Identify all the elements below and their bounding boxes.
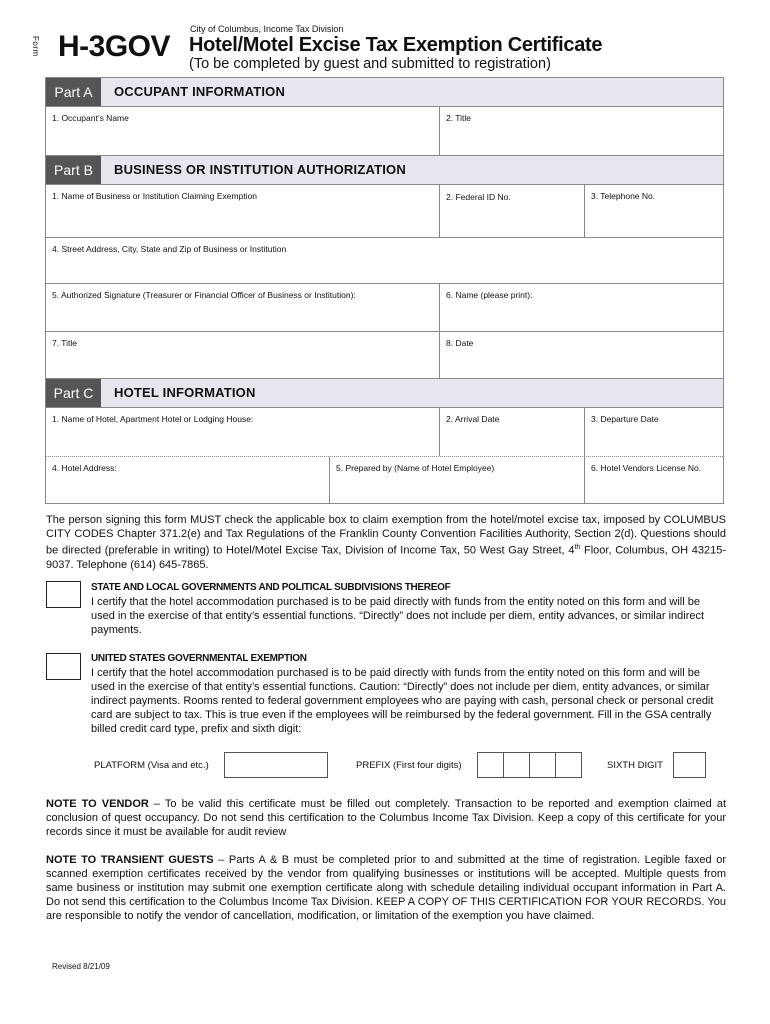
intro-text-end: Floor, Columbus, OH 43215-9037. Telephone (614) 645-7865. [46,544,726,571]
printed-name-label: 6. Name (please print): [446,290,533,300]
note-guests-label: NOTE TO TRANSIENT GUESTS [46,854,214,866]
platform-input[interactable] [224,752,328,778]
part-a-fields [45,107,724,156]
us-gov-option [91,651,725,736]
state-local-heading: STATE AND LOCAL GOVERNMENTS AND POLITICAL SUBDIVISIONS THEREOF [91,582,451,593]
us-gov-heading: UNITED STATES GOVERNMENTAL EXEMPTION [91,653,307,664]
occupant-title-label: 2. Title [446,113,472,123]
part-b-header [45,155,724,185]
part-b-title: BUSINESS OR INSTITUTION AUTHORIZATION [114,162,406,177]
prepared-by-label: 5. Prepared by (Name of Hotel Employee) [336,463,495,473]
note-guests-text: – Parts A & B must be completed prior to and submitted at the time of registration. Legible faxed or scanned exemption certificates received by the vendor from qualifying businesses or institutions will be accepted. Multiple quests from same business or institution may submit one exemption certificate along with schedule detailing individual occupant information in Part A. Do not send this certification to the Columbus Income Tax Division. KEEP A COPY OF THIS CERTIFICATION FOR YOUR RECORDS. You are responsible to notify the vendor of cancellation, modification, or limitation of the exemption you have claimed. [46,854,726,922]
note-vendor-label: NOTE TO VENDOR [46,798,149,810]
hotel-address-label: 4. Hotel Address: [52,463,117,473]
prepared-by-field[interactable] [329,457,584,503]
platform-label: PLATFORM (Visa and etc.) [94,760,209,771]
business-address-label: 4. Street Address, City, State and Zip of Business or Institution [52,244,287,254]
vendor-license-field[interactable] [584,457,723,503]
hotel-name-field[interactable] [46,408,439,456]
sixth-digit-input[interactable] [673,752,706,778]
arrival-date-label: 2. Arrival Date [446,414,500,424]
note-to-guests [46,853,726,923]
arrival-date-field[interactable] [439,408,584,456]
telephone-label: 3. Telephone No. [591,191,656,201]
state-local-checkbox[interactable] [46,581,81,608]
part-a-header [45,77,724,107]
authorized-signature-label: 5. Authorized Signature (Treasurer or Financial Officer of Business or Institution): [52,290,356,300]
telephone-field[interactable] [584,185,723,237]
occupant-title-field[interactable] [439,107,723,155]
state-local-body: I certify that the hotel accommodation purchased is to be paid directly with funds from the entity noted on this form and will be used in the exercise of that entity’s essential functions. “Directly” does not include per diem, entity advances, or similar indirect payments. [91,596,705,636]
prefix-divider [529,753,530,777]
occupant-name-field[interactable] [46,107,439,155]
form-word: Form [31,36,40,57]
part-c-header [45,378,724,408]
intro-paragraph [46,513,726,572]
division-name: City of Columbus, Income Tax Division [190,24,344,34]
business-address-field[interactable] [46,238,723,283]
page-title: Hotel/Motel Excise Tax Exemption Certificate [189,34,603,56]
us-gov-body: I certify that the hotel accommodation purchased is to be paid directly with funds from the entity noted on this form and will be used in the exercise of that entity’s essential functions. Caution: “Directly” does not include per diem, entity advances, or similar indirect payments. Rooms rented to federal government employees who are paying with cash, personal check or personal credit card are subject to tax. This is true even if the employees will be reimbursed by the federal government. Fill in the GSA centrally billed credit card type, prefix and sixth digit: [91,667,714,735]
signature-date-field[interactable] [439,332,723,378]
departure-date-label: 3. Departure Date [591,414,659,424]
printed-name-field[interactable] [439,284,723,331]
us-gov-checkbox[interactable] [46,653,81,680]
part-c-label: Part C [46,379,101,407]
intro-superscript: th [574,544,581,551]
prefix-divider [555,753,556,777]
hotel-name-label: 1. Name of Hotel, Apartment Hotel or Lodging House: [52,414,254,424]
business-name-field[interactable] [46,185,439,237]
federal-id-label: 2. Federal ID No. [446,192,511,202]
revision-date: Revised 8/21/09 [52,962,110,971]
part-b-fields [45,185,724,379]
page-subtitle: (To be completed by guest and submitted to registration) [189,56,551,72]
intro-text: The person signing this form MUST check the applicable box to claim exemption from the hotel/motel excise tax, imposed by COLUMBUS CITY CODES Chapter 371.2(e) and Tax Regulations of the Franklin County Convention Facilities Authority, Section 2(d). Questions should be directed (preferable in writing) to Hotel/Motel Excise Tax, Division of Income Tax, 50 West Gay Street, 4 [46,514,726,557]
signature-date-label: 8. Date [446,338,474,348]
signer-title-field[interactable] [46,332,439,378]
part-c-fields [45,408,724,504]
occupant-name-label: 1. Occupant’s Name [52,113,129,123]
sixth-digit-label: SIXTH DIGIT [607,760,663,771]
form-number: H-3GOV [58,30,171,63]
departure-date-field[interactable] [584,408,723,456]
part-b-label: Part B [46,156,101,184]
vendor-license-label: 6. Hotel Vendors License No. [591,463,702,473]
prefix-divider [503,753,504,777]
part-a-label: Part A [46,78,101,106]
prefix-label: PREFIX (First four digits) [356,760,462,771]
part-c-title: HOTEL INFORMATION [114,385,256,400]
part-a-title: OCCUPANT INFORMATION [114,84,286,99]
signer-title-label: 7. Title [52,338,78,348]
prefix-input[interactable] [477,752,582,778]
business-name-label: 1. Name of Business or Institution Claiming Exemption [52,191,258,201]
state-local-option [91,580,725,637]
note-vendor-text: – To be valid this certificate must be filled out completely. Transaction to be reported and exemption claimed at conclusion of quest occupancy. Do not send this certification to the Columbus Income Tax Division. Keep a copy of this certificate for your records since it must be available for audit review [46,798,726,838]
federal-id-field[interactable] [439,185,584,237]
note-to-vendor [46,797,726,839]
authorized-signature-field[interactable] [46,284,439,331]
hotel-address-field[interactable] [46,457,329,503]
